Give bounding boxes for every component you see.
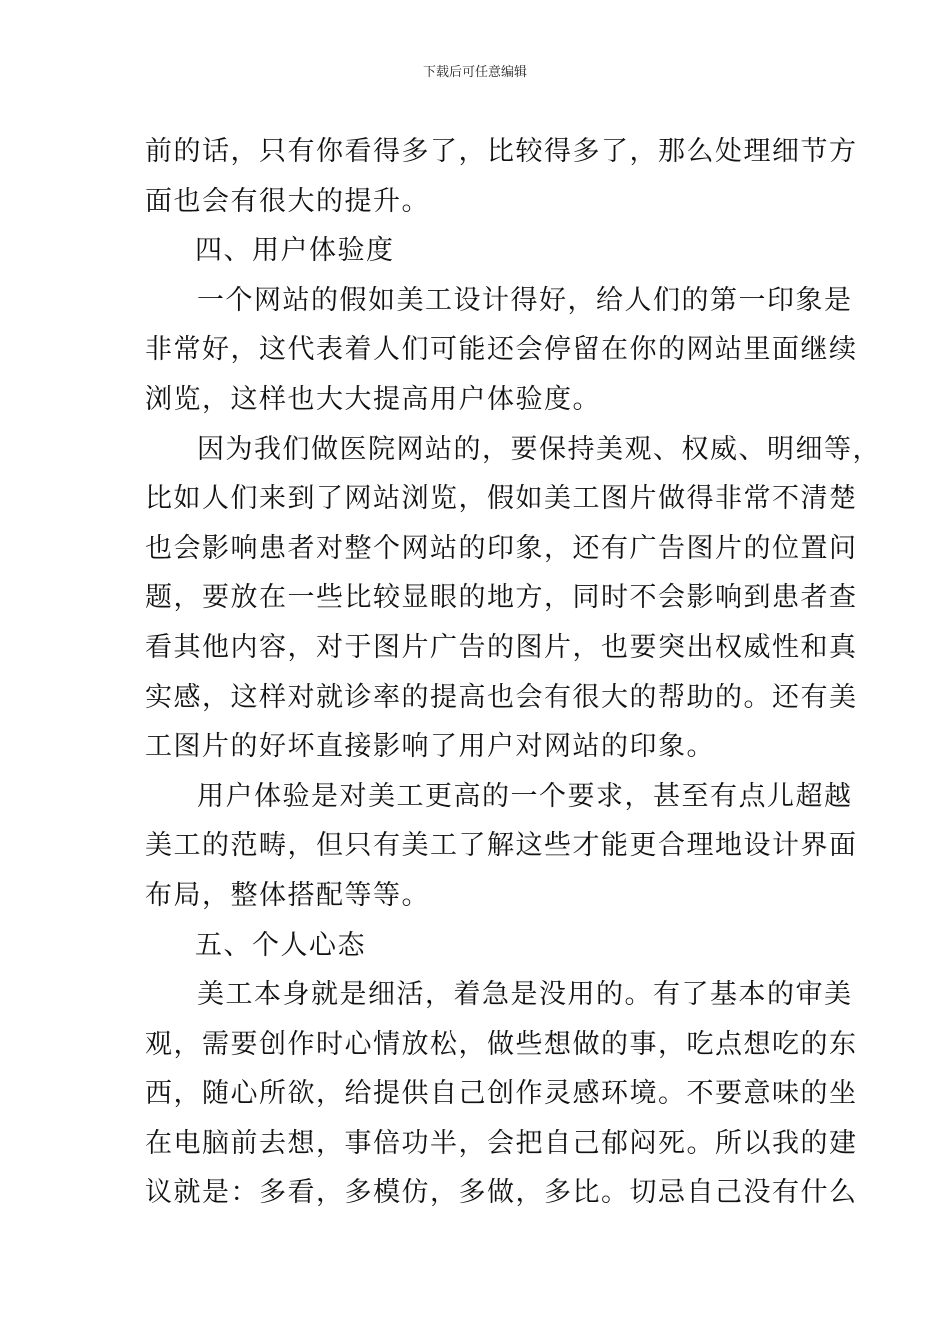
text-line: 议就是：多看，多模仿，多做，多比。切忌自己没有什么 (145, 1177, 858, 1209)
document-body (145, 127, 881, 1218)
text-line: 美工本身就是细活，着急是没用的。有了基本的审美 (197, 979, 853, 1011)
text-line: 西，随心所欲，给提供自己创作灵感环境。不要意味的坐 (145, 1078, 858, 1110)
text-line: 工图片的好坏直接影响了用户对网站的印象。 (145, 731, 715, 763)
text-line: 非常好，这代表着人们可能还会停留在你的网站里面继续 (145, 334, 858, 366)
text-line: 浏览，这样也大大提高用户体验度。 (145, 383, 601, 415)
text-line: 实感，这样对就诊率的提高也会有很大的帮助的。还有美 (145, 681, 858, 713)
page-header: 下载后可任意编辑 (422, 65, 527, 80)
text-line: 美工的范畴，但只有美工了解这些才能更合理地设计界面 (145, 830, 858, 862)
text-line: 用户体验是对美工更高的一个要求，甚至有点儿超越 (197, 780, 853, 812)
text-line: 也会影响患者对整个网站的印象，还有广告图片的位置问 (145, 532, 858, 564)
section-heading: 四、用户体验度 (195, 235, 395, 267)
text-line: 一个网站的假如美工设计得好，给人们的第一印象是 (197, 284, 853, 316)
text-line: 在电脑前去想，事倍功半，会把自己郁闷死。所以我的建 (145, 1127, 858, 1159)
text-line: 观，需要创作时心情放松，做些想做的事，吃点想吃的东 (145, 1028, 858, 1060)
text-line: 题，要放在一些比较显眼的地方，同时不会影响到患者查 (145, 582, 858, 614)
text-line: 前的话，只有你看得多了，比较得多了，那么处理细节方 (145, 136, 858, 167)
text-line: 布局，整体搭配等等。 (145, 879, 430, 911)
text-line: 比如人们来到了网站浏览，假如美工图片做得非常不清楚 (145, 483, 858, 515)
text-line: 看其他内容，对于图片广告的图片，也要突出权威性和真 (145, 631, 858, 663)
text-line: 面也会有很大的提升。 (145, 185, 430, 217)
text-line: 因为我们做医院网站的，要保持美观、权威、明细等， (197, 433, 881, 465)
section-heading: 五、个人心态 (195, 929, 366, 961)
